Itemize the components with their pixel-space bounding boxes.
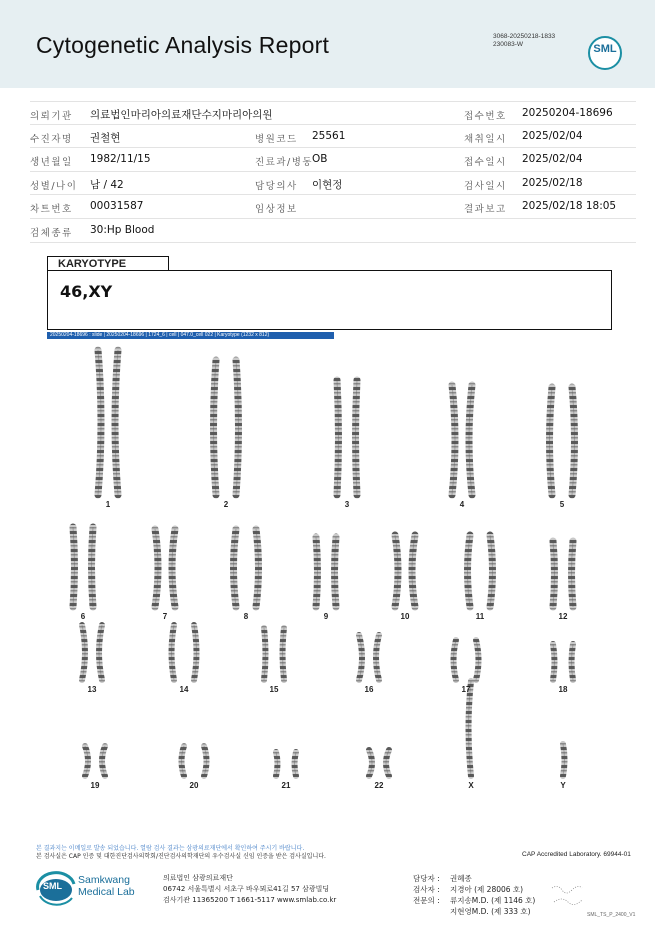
- chromosome-label: X: [468, 781, 474, 790]
- sign-specialist2-name: 지현영M.D. (제 333 호): [450, 907, 531, 916]
- sign-tester-label: 검사자 :: [413, 885, 440, 894]
- chromosome-label: 16: [364, 685, 374, 694]
- info-value: 00031587: [90, 200, 144, 213]
- chromosome-label: 4: [459, 500, 465, 509]
- report-title: Cytogenetic Analysis Report: [36, 32, 330, 58]
- karyotype-label: KARYOTYPE: [47, 256, 169, 271]
- company-name-line1: Samkwang: [78, 874, 130, 886]
- chromosome-label: 2: [223, 500, 229, 509]
- info-value: 2025/02/04: [522, 153, 583, 166]
- info-value: 1982/11/15: [90, 153, 151, 166]
- info-label: 성별/나이: [30, 180, 78, 192]
- info-label: 수진자명: [30, 133, 73, 145]
- info-value: 권철현: [90, 131, 121, 144]
- info-value: 2025/02/18 18:05: [522, 200, 617, 213]
- karyotype-image-caption: 20250204-18696 : slide | 20250204-18696 | 1724_6 | cell | 047.0_cell 022 | Karyotype (1232 x 812): [47, 332, 334, 339]
- chromosome-label: 14: [179, 685, 189, 694]
- chromosome-label: 13: [87, 685, 97, 694]
- sign-specialist-label: 전문의 :: [413, 896, 440, 905]
- karyotype-value: 46,XY: [60, 282, 113, 301]
- sign-specialist-name: 류지송M.D. (제 1146 호): [450, 896, 536, 905]
- chromosome-label: 9: [323, 612, 329, 621]
- info-value: 2025/02/18: [522, 176, 583, 189]
- report-code-line2: 230083-W: [493, 41, 523, 48]
- info-label: 채취일시: [464, 133, 507, 145]
- chromosome-label: 6: [80, 612, 86, 621]
- info-value: OB: [312, 153, 328, 166]
- chromosome-label: 3: [344, 500, 350, 509]
- chromosome-label: 19: [90, 781, 100, 790]
- info-value: 의료법인마리아의료재단수지마리아의원: [90, 109, 273, 121]
- sign-manager-name: 권혜종: [450, 874, 472, 883]
- sign-tester-name: 지경아 (제 28006 호): [450, 885, 524, 894]
- info-label: 진료과/병동: [255, 157, 314, 169]
- info-label: 검사일시: [464, 180, 507, 192]
- chromosome-label: 15: [269, 685, 279, 694]
- signature-scribble-icon: [550, 880, 590, 910]
- footer-note-email: 본 결과지는 이메일로 발송 되었습니다. 열람 검사 결과는 삼광의료재단에서 확인하여 주시기 바랍니다.: [36, 845, 305, 852]
- info-label: 차트번호: [30, 204, 73, 216]
- chromosome-label: 1: [105, 500, 111, 509]
- info-label: 임상정보: [255, 204, 298, 216]
- info-label: 담당의사: [255, 180, 298, 192]
- footer-logo-text: SML: [43, 881, 62, 891]
- info-label: 접수번호: [464, 111, 507, 122]
- chromosome-label: 17: [461, 685, 471, 694]
- info-label: 생년월일: [30, 157, 73, 169]
- form-code: SML_TS_P_2400_V1: [587, 912, 636, 918]
- sign-manager-label: 담당자 :: [413, 874, 440, 883]
- info-value: 이현정: [312, 178, 343, 191]
- chromosome-label: 8: [243, 612, 249, 621]
- info-label: 접수일시: [464, 157, 507, 169]
- info-label: 결과보고: [464, 204, 507, 216]
- chromosome-label: 20: [189, 781, 199, 790]
- sml-logo-text: SML: [593, 43, 617, 55]
- chromosome-label: 21: [281, 781, 291, 790]
- info-label: 병원코드: [255, 133, 298, 145]
- footer-address: 06742 서울특별시 서초구 바우뫼로41길 57 삼광빌딩: [163, 885, 330, 893]
- report-code-line1: 3068-20250218-1833: [493, 33, 556, 40]
- info-label: 의뢰기관: [30, 111, 73, 122]
- footer-org: 의료법인 삼광의료재단: [163, 874, 233, 882]
- company-name-line2: Medical Lab: [78, 886, 135, 898]
- info-value: 2025/02/04: [522, 129, 583, 142]
- cap-accreditation: CAP Accredited Laboratory. 69944-01: [522, 851, 631, 858]
- info-value: 남 / 42: [90, 178, 124, 191]
- info-value: 25561: [312, 129, 346, 142]
- info-label: 검체종류: [30, 227, 73, 239]
- chromosome-label: 5: [559, 500, 565, 509]
- chromosome-label: 18: [558, 685, 568, 694]
- chromosome-label: 11: [475, 612, 485, 621]
- info-value: 20250204-18696: [522, 107, 613, 119]
- info-value: 30:Hp Blood: [90, 223, 155, 236]
- chromosome-label: Y: [560, 781, 566, 790]
- company-name: [78, 874, 135, 898]
- chromosome-label: 7: [162, 612, 168, 621]
- chromosome-label: 22: [374, 781, 384, 790]
- footer-contact: 검사기관 11365200 T 1661-5117 www.smlab.co.kr: [163, 896, 337, 904]
- footer-note-accreditation: 본 검사실은 CAP 인증 및 대한진단검사의학회/진단검사의학재단의 우수검사실 신임 인증을 받은 검사실입니다.: [36, 853, 326, 860]
- chromosome-label: 10: [400, 612, 410, 621]
- chromosome-label: 12: [558, 612, 568, 621]
